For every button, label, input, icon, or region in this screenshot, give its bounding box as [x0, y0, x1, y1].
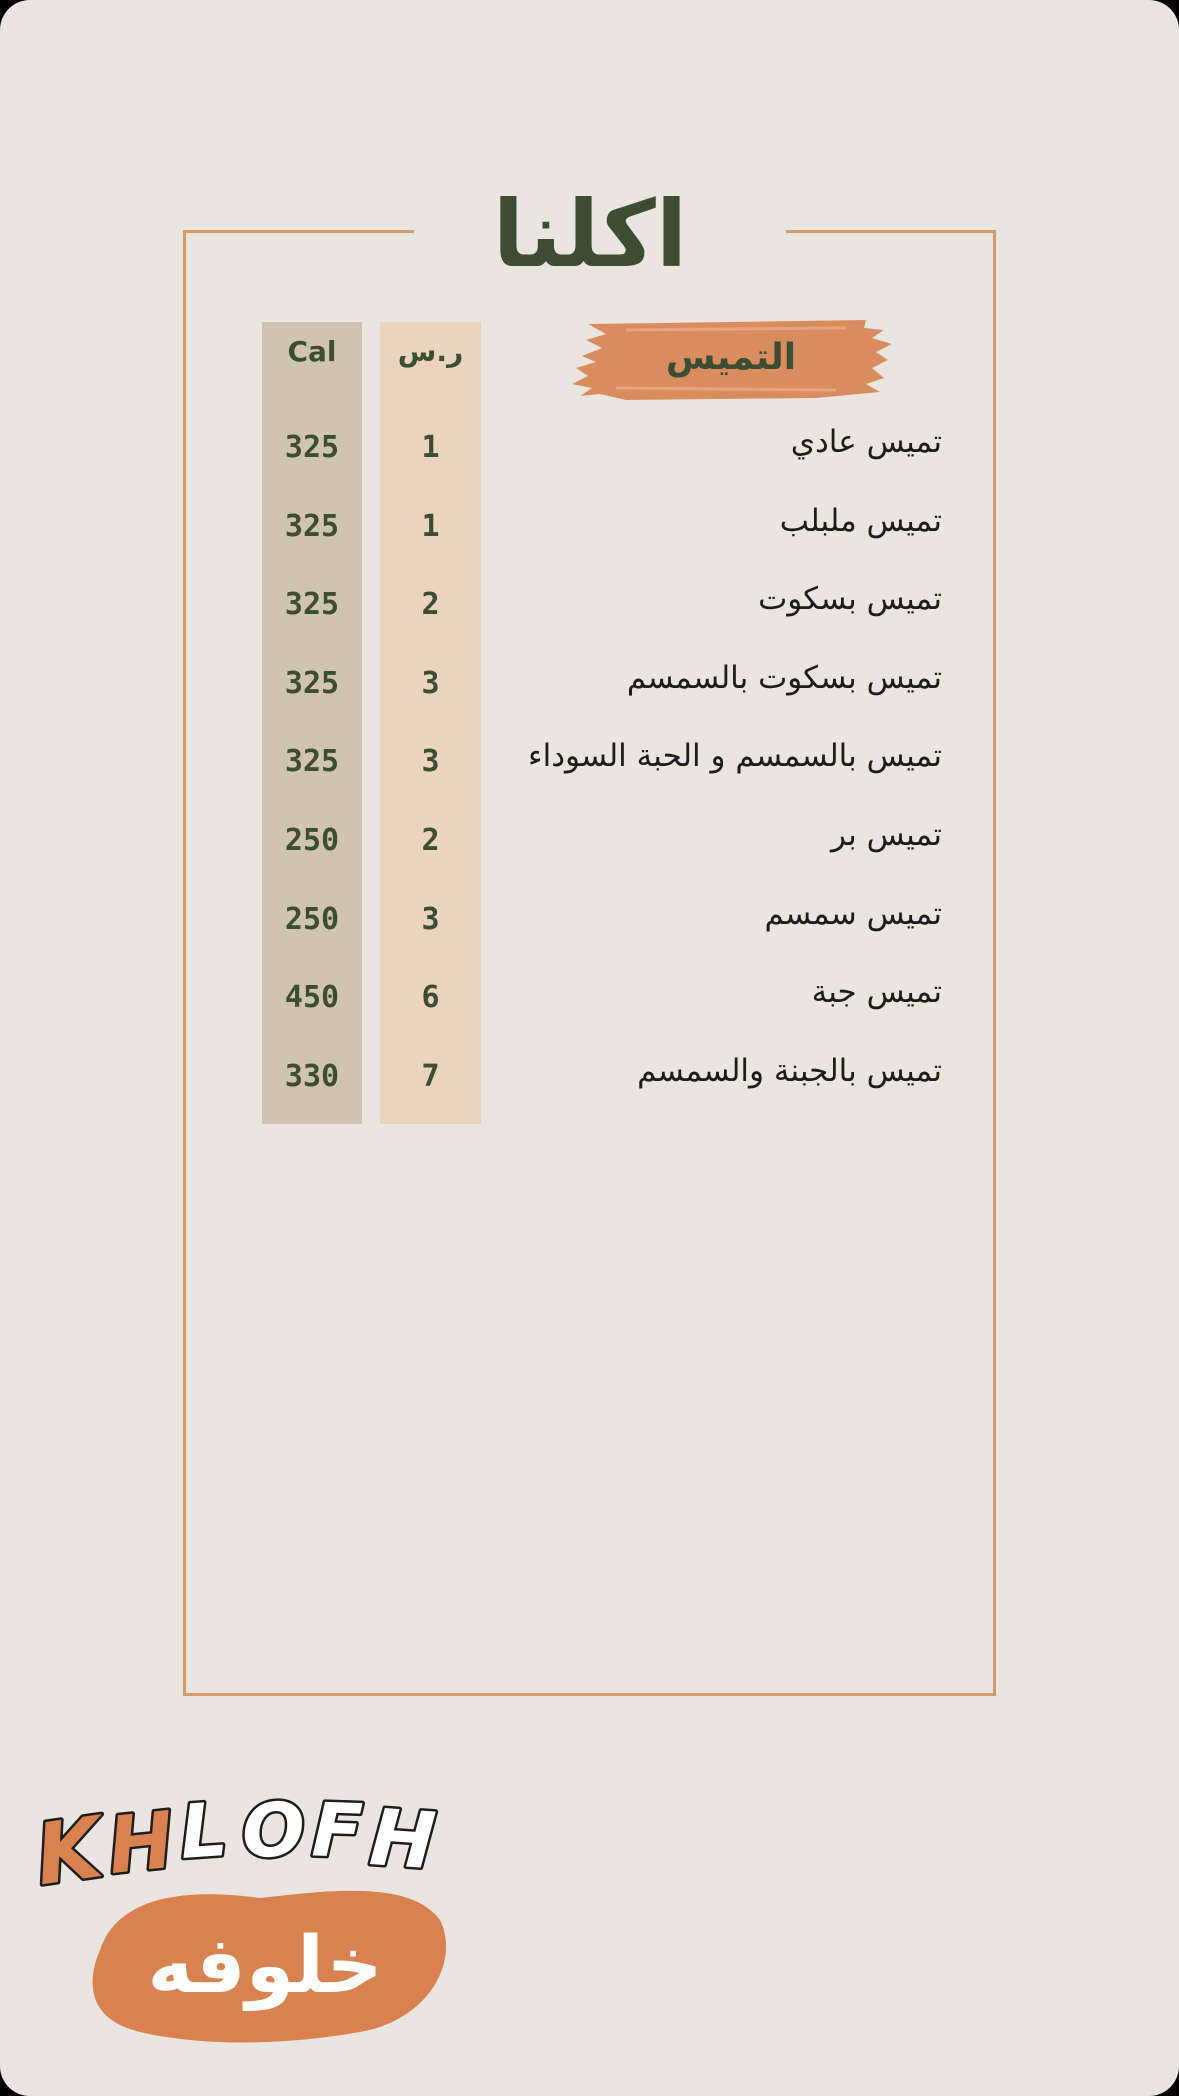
- frame-top-left: [183, 230, 414, 233]
- menu-item-calories: 250: [284, 901, 340, 937]
- menu-item-calories: 325: [284, 430, 340, 465]
- frame-right: [993, 230, 996, 1696]
- menu-item-price: 7: [421, 1058, 440, 1094]
- frame-top-right: [786, 230, 996, 233]
- menu-item-price: 2: [421, 823, 440, 858]
- menu-item-calories: 325: [284, 744, 340, 780]
- menu-item-price: 3: [421, 744, 440, 780]
- khlofh-logo: [30, 1770, 510, 2060]
- menu-item-name: تميس بالجبنة والسمسم: [637, 1052, 942, 1089]
- section-title: التميس: [665, 337, 797, 378]
- svg-text:O: O: [240, 1786, 307, 1875]
- menu-item-name: تميس عادي: [790, 424, 942, 460]
- menu-item-calories: 325: [284, 587, 340, 623]
- price-header: ر.س: [397, 335, 464, 368]
- frame-left: [183, 230, 186, 1696]
- menu-item-calories: 250: [284, 823, 340, 858]
- menu-item-name: تميس بر: [830, 817, 942, 853]
- menu-item-name: تميس ملبلب: [779, 502, 942, 539]
- menu-item-name: تميس بالسمسم و الحبة السوداء: [528, 738, 942, 775]
- menu-item-price: 3: [421, 665, 440, 701]
- svg-text:خلوفه: خلوفه: [147, 1921, 383, 2011]
- svg-text:H: H: [366, 1793, 439, 1888]
- menu-item-calories: 325: [284, 508, 340, 544]
- menu-item-name: تميس بسكوت: [758, 581, 942, 618]
- svg-text:H: H: [103, 1795, 179, 1893]
- calories-header: Cal: [287, 335, 337, 368]
- menu-item-price: 6: [421, 980, 440, 1016]
- frame-bottom: [183, 1693, 996, 1696]
- menu-item-price: 3: [421, 901, 440, 937]
- menu-item-calories: 450: [284, 980, 340, 1016]
- menu-item-price: 1: [421, 430, 440, 465]
- menu-item-calories: 330: [284, 1058, 340, 1094]
- menu-item-name: تميس بسكوت بالسمسم: [626, 659, 942, 696]
- menu-item-price: 2: [421, 587, 440, 623]
- svg-text:F: F: [310, 1787, 365, 1876]
- menu-title: اكلنا: [492, 181, 688, 288]
- svg-text:L: L: [177, 1786, 231, 1876]
- menu-item-name: تميس سمسم: [764, 895, 942, 932]
- menu-item-name: تميس جبة: [811, 974, 942, 1011]
- svg-text:K: K: [30, 1798, 108, 1905]
- menu-item-price: 1: [421, 508, 440, 544]
- menu-item-calories: 325: [284, 665, 340, 701]
